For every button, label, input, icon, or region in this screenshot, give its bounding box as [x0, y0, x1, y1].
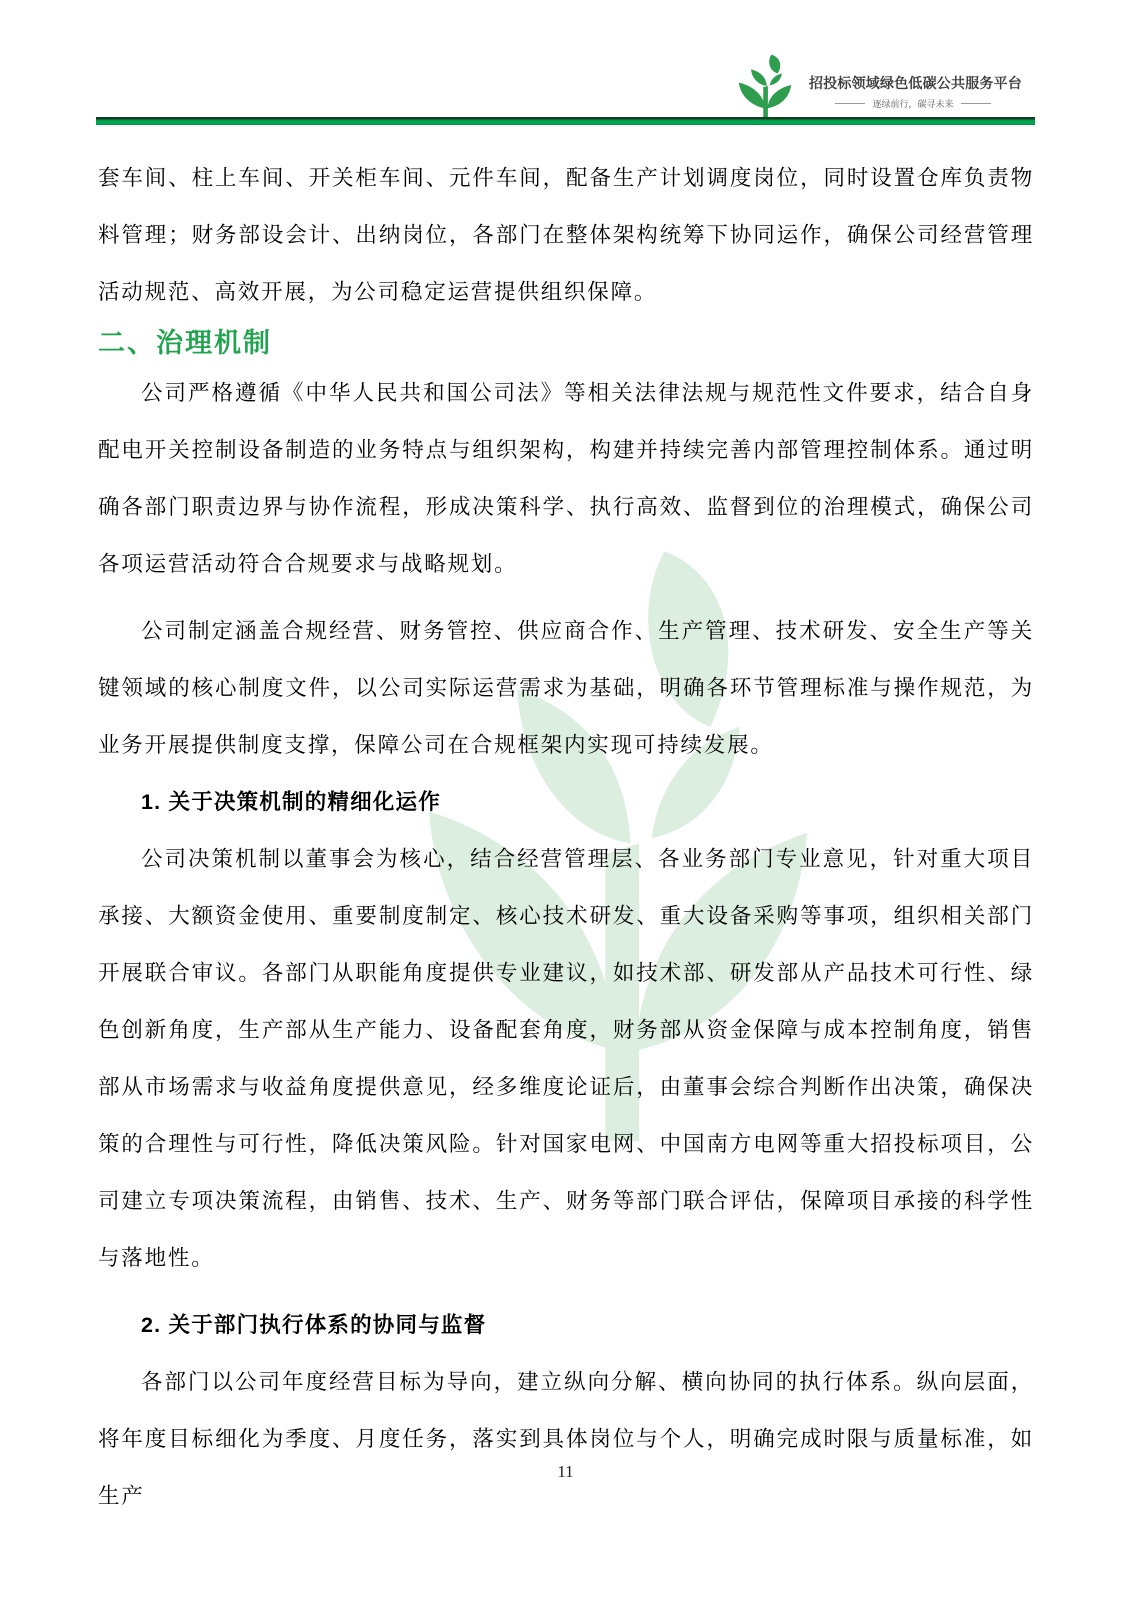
governance-paragraph-2: 公司制定涵盖合规经营、财务管控、供应商合作、生产管理、技术研发、安全生产等关键领域的核心制度文件，以公司实际运营需求为基础，明确各环节管理标准与操作规范，为业务开展提供制度支撑，保障公司在合规框架内实现可持续发展。	[98, 619, 1034, 757]
page-number: 11	[557, 1462, 574, 1481]
decision-mechanism-paragraph: 公司决策机制以董事会为核心，结合经营管理层、各业务部门专业意见，针对重大项目承接、大额资金使用、重要制度制定、核心技术研发、重大设备采购等事项，组织相关部门开展联合审议。各部门从职能角度提供专业建议，如技术部、研发部从产品技术可行性、绿色创新角度，生产部从生产能力、设备配套角度，财务部从资金保障与成本控制角度，销售部从市场需求与收益角度提供意见，经多维度论证后，由董事会综合判断作出决策，确保决策的合理性与可行性，降低决策风险。针对国家电网、中国南方电网等重大招投标项目，公司建立专项决策流程，由销售、技术、生产、财务等部门联合评估，保障项目承接的科学性与落地性。	[98, 847, 1034, 1270]
brand-tagline-text: 逐绿前行，碳寻未来	[872, 99, 954, 109]
brand-leaf-logo-icon	[736, 54, 794, 118]
subsection-heading-execution-supervision: 2. 关于部门执行体系的协同与监督	[141, 1313, 487, 1337]
header-divider	[96, 117, 1035, 125]
execution-supervision-paragraph: 各部门以公司年度经营目标为导向，建立纵向分解、横向协同的执行体系。纵向层面，将年度目标细化为季度、月度任务，落实到具体岗位与个人，明确完成时限与质量标准，如生产	[98, 1370, 1034, 1508]
tagline-rule-right-icon	[961, 103, 991, 104]
document-body	[98, 128, 1034, 1525]
governance-paragraph-1: 公司严格遵循《中华人民共和国公司法》等相关法律法规与规范性文件要求，结合自身配电开关控制设备制造的业务特点与组织架构，构建并持续完善内部管理控制体系。通过明确各部门职责边界与协作流程，形成决策科学、执行高效、监督到位的治理模式，确保公司各项运营活动符合合规要求与战略规划。	[98, 381, 1034, 576]
subsection-heading-decision-mechanism: 1. 关于决策机制的精细化运作	[141, 790, 441, 814]
brand-title: 招投标领域绿色低碳公共服务平台	[809, 75, 1022, 91]
tagline-rule-left-icon	[835, 103, 865, 104]
carryover-paragraph: 套车间、柱上车间、开关柜车间、元件车间，配备生产计划调度岗位，同时设置仓库负责物料管理；财务部设会计、出纳岗位，各部门在整体架构统筹下协同运作，确保公司经营管理活动规范、高效开展，为公司稳定运营提供组织保障。	[98, 166, 1034, 304]
brand-tagline	[806, 97, 1020, 110]
section-heading-governance: 二、治理机制	[98, 328, 272, 358]
